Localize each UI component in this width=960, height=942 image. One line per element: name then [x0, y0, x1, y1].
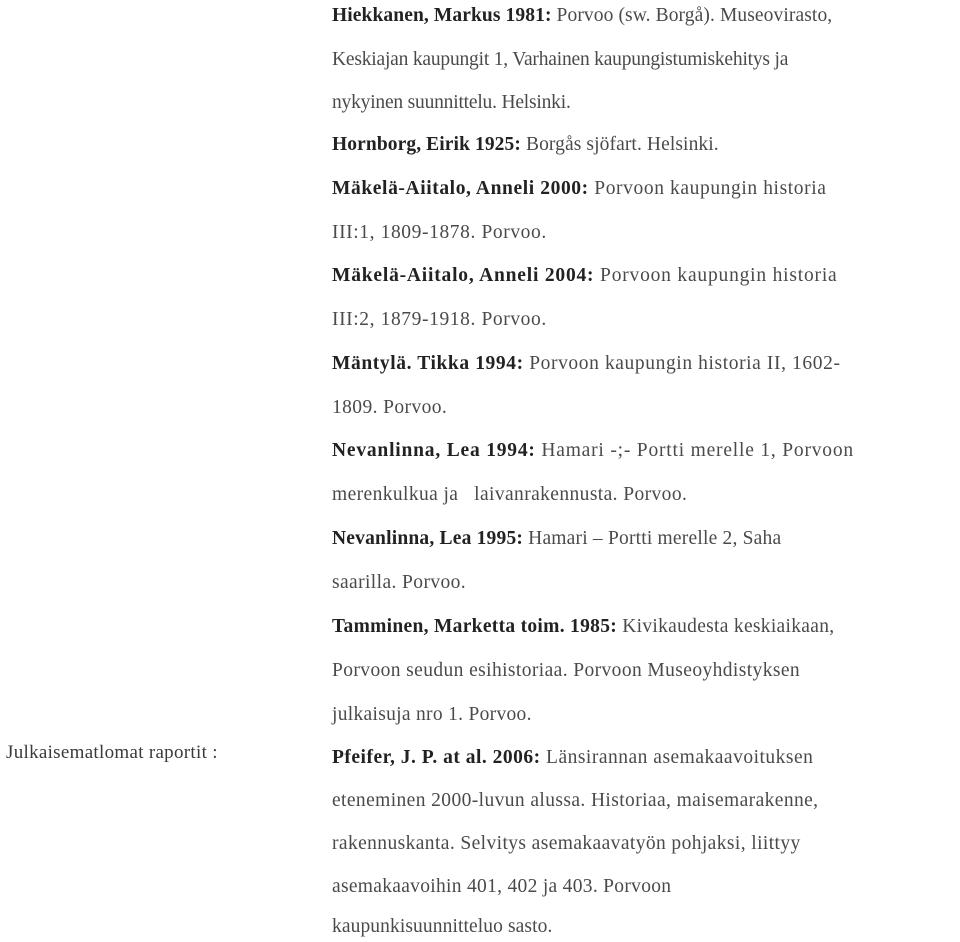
entry-text: III:2, 1879-1918. Porvoo.: [332, 309, 547, 330]
entry-makela-2000-line-2: [332, 221, 547, 245]
entry-pfeifer-line-2: [332, 789, 818, 813]
entry-text: julkaisuja nro 1. Porvoo.: [332, 704, 532, 725]
entry-text: Länsirannan asemakaavoituksen: [546, 747, 814, 768]
entry-author: Mäkelä-Aiitalo, Anneli 2004:: [332, 265, 595, 286]
entry-text: Keskiajan kaupungit 1, Varhainen kaupungistumiskehitys ja: [332, 49, 789, 70]
entry-text: Hamari – Portti merelle 2, Saha: [528, 528, 782, 549]
entry-text: nykyinen suunnittelu. Helsinki.: [332, 92, 571, 113]
entry-text: 1809. Porvoo.: [332, 397, 448, 418]
unpublished-reports-label: Julkaisematlomat raportit :: [6, 742, 218, 763]
entry-nevanlinna-1994-line-1: [332, 439, 854, 463]
entry-hiekkanen-line-2: [332, 48, 788, 72]
entry-nevanlinna-1994-line-2: [332, 483, 687, 507]
entry-text: Porvoon kaupungin historia II, 1602-: [529, 353, 841, 374]
entry-text: eteneminen 2000-luvun alussa. Historiaa, maisemarakenne,: [332, 790, 819, 811]
entry-text: Hamari -;- Portti merelle 1, Porvoon: [541, 440, 854, 461]
entry-author: Mäntylä. Tikka 1994:: [332, 353, 524, 374]
entry-hornborg-line-1: [332, 133, 719, 157]
entry-mantyla-line-1: [332, 352, 841, 376]
entry-nevanlinna-1995-line-1: [332, 527, 781, 551]
entry-tamminen-line-1: [332, 615, 834, 639]
entry-text: Porvoon kaupungin historia: [594, 178, 827, 199]
entry-author: Hiekkanen, Markus 1981:: [332, 5, 552, 26]
entry-text: kaupunkisuunnitteluo sasto.: [332, 916, 553, 937]
entry-tamminen-line-2: [332, 659, 800, 683]
entry-author: Hornborg, Eirik 1925:: [332, 134, 521, 155]
entry-text: Porvoon seudun esihistoriaa. Porvoon Museoyhdistyksen: [332, 660, 801, 681]
entry-text: rakennuskanta. Selvitys asemakaavatyön pohjaksi, liittyy: [332, 833, 801, 854]
entry-hiekkanen-line-3: [332, 91, 571, 115]
entry-text: Porvoo (sw. Borgå). Museovirasto,: [556, 5, 833, 26]
entry-makela-2000-line-1: [332, 177, 827, 201]
entry-text: asemakaavoihin 401, 402 ja 403. Porvoon: [332, 876, 672, 897]
entry-pfeifer-line-5: [332, 915, 552, 939]
entry-author: Pfeifer, J. P. at al. 2006:: [332, 747, 541, 768]
entry-author: Nevanlinna, Lea 1995:: [332, 528, 524, 549]
entry-text: Kivikaudesta keskiaikaan,: [622, 616, 835, 637]
entry-makela-2004-line-2: [332, 308, 547, 332]
entry-pfeifer-line-3: [332, 832, 801, 856]
entry-pfeifer-line-1: [332, 746, 813, 770]
entry-tamminen-line-3: [332, 703, 532, 727]
entry-nevanlinna-1995-line-2: [332, 571, 466, 595]
entry-pfeifer-line-4: [332, 875, 671, 899]
entry-author: Nevanlinna, Lea 1994:: [332, 440, 536, 461]
entry-author: Tamminen, Marketta toim. 1985:: [332, 616, 618, 637]
entry-text: merenkulkua ja laivanrakennusta. Porvoo.: [332, 484, 688, 505]
entry-mantyla-line-2: [332, 396, 447, 420]
entry-makela-2004-line-1: [332, 264, 838, 288]
entry-author: Mäkelä-Aiitalo, Anneli 2000:: [332, 178, 589, 199]
entry-text: III:1, 1809-1878. Porvoo.: [332, 222, 547, 243]
entry-text: Borgås sjöfart. Helsinki.: [525, 134, 719, 155]
entry-hiekkanen-line-1: [332, 4, 832, 28]
entry-text: Porvoon kaupungin historia: [600, 265, 838, 286]
entry-text: saarilla. Porvoo.: [332, 572, 467, 593]
